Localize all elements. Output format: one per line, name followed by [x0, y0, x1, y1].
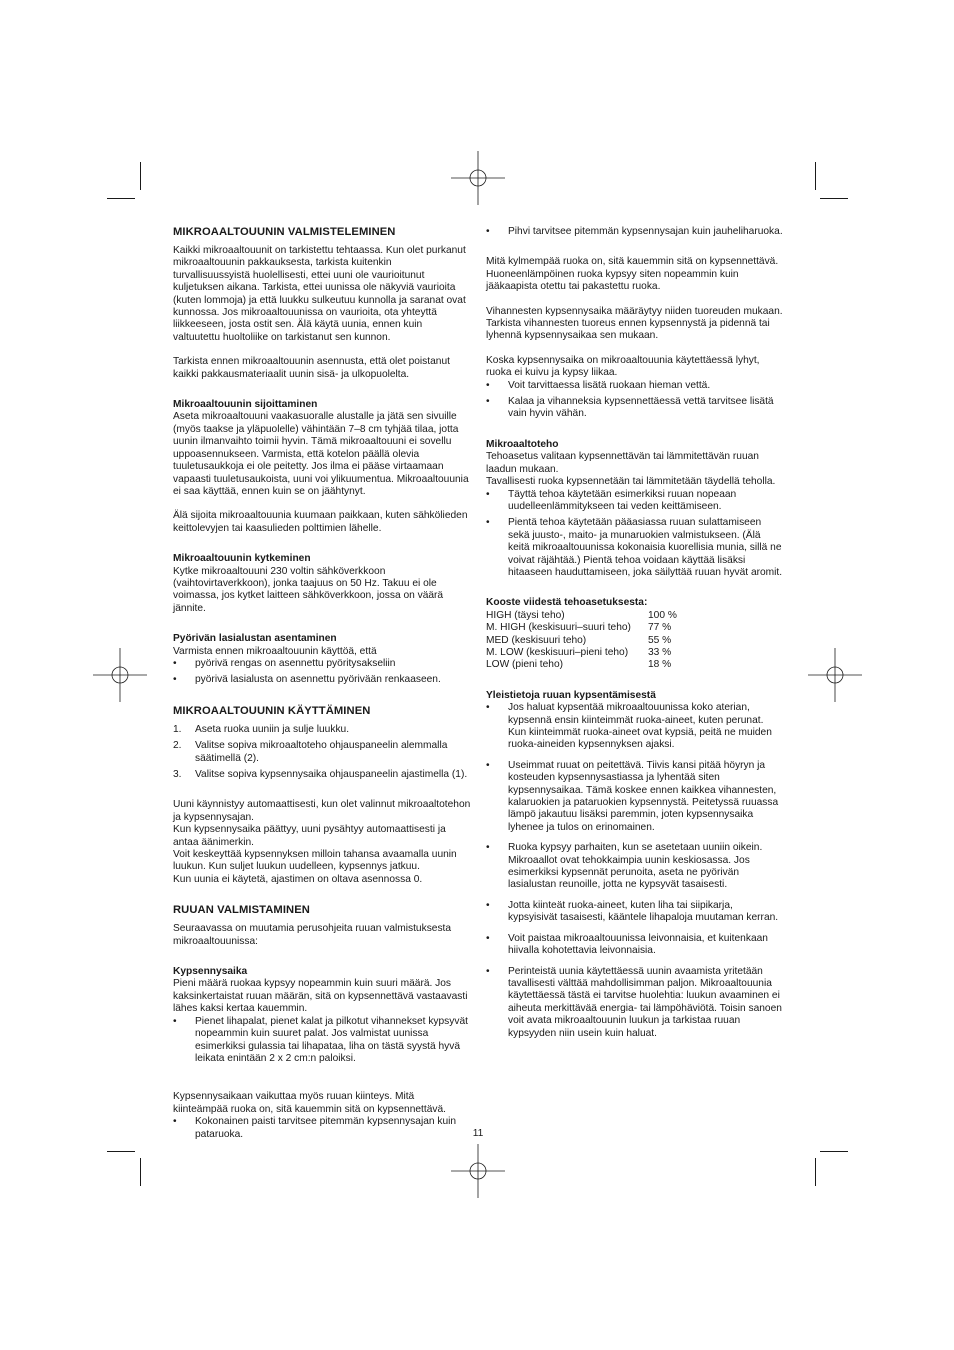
list-item: • Kalaa ja vihanneksia kypsennettäessä vettä tarvitsee lisätä vain hyvin vähän. — [486, 396, 774, 420]
bullet-icon: • — [486, 226, 490, 237]
list-item: 1. Aseta ruoka uuniin ja sulje luukku. — [173, 723, 350, 735]
bullet-icon: • — [486, 488, 490, 500]
crop-mark — [820, 1151, 848, 1152]
paragraph: Koska kypsennysaika on mikroaaltouunia käytettäessä lyhyt, ruoka ei kuivu ja kypsy liikaa. — [486, 354, 760, 379]
subheading-microwave-power: Mikroaaltoteho — [486, 438, 559, 450]
bullet-icon: • — [173, 657, 177, 669]
paragraph: Kun kypsennysaika päättyy, uuni pysähtyy automaattisesti ja antaa äänimerkin. — [173, 824, 446, 848]
time-list — [173, 1016, 471, 1066]
subheading-power-summary: Kooste viidestä tehoasetuksesta: — [486, 597, 648, 609]
power-value: 33 % — [648, 646, 672, 658]
steps-list — [173, 724, 471, 782]
bullet-icon: • — [486, 379, 490, 391]
bullet-icon: • — [173, 1015, 177, 1027]
list-item: • pyörivä rengas on asennettu pyöritysakseliin — [173, 657, 396, 669]
section-title-preparation: MIKROAALTOUUNIN VALMISTELEMINEN — [173, 226, 396, 238]
right-column — [486, 226, 784, 1044]
registration-mark-right — [808, 648, 862, 702]
bullet-icon: • — [486, 842, 490, 854]
paragraph: Älä sijoita mikroaaltouunia kuumaan paikkaan, kuten sähkölieden keittolevyjen tai kaasulieden polttimien lähelle. — [173, 510, 468, 534]
list-item: 3. Valitse sopiva kypsennysaika ohjauspaneelin ajastimella (1). — [173, 769, 468, 780]
subheading-connecting: Mikroaaltouunin kytkeminen — [173, 553, 311, 565]
registration-mark-bottom — [451, 1144, 505, 1198]
water-list — [486, 380, 784, 421]
bullet-icon: • — [486, 396, 490, 408]
section-title-usage: MIKROAALTOUUNIN KÄYTTÄMINEN — [173, 704, 371, 717]
bullet-icon: • — [173, 674, 177, 686]
power-value: 55 % — [648, 634, 672, 646]
paragraph: Uuni käynnistyy automaattisesti, kun olet valinnut mikroaaltotehon ja kypsennysajan. — [173, 799, 471, 823]
turntable-list — [173, 658, 471, 687]
power-label: LOW (pieni teho) — [486, 659, 564, 671]
crop-mark — [107, 198, 135, 199]
list-item: • Kokonainen paisti tarvitsee pitemmän kypsennysajan kuin pataruoka. — [173, 1116, 457, 1140]
section-title-cooking: RUUAN VALMISTAMINEN — [173, 904, 310, 917]
bullet-icon: • — [486, 759, 490, 771]
power-label: HIGH (täysi teho) — [486, 609, 565, 621]
power-settings-table — [486, 610, 784, 672]
subheading-general-tips: Yleistietoja ruuan kypsentämisestä — [486, 689, 656, 701]
subheading-placement: Mikroaaltouunin sijoittaminen — [173, 399, 318, 411]
registration-mark-left — [93, 648, 147, 702]
list-item: • Voit paistaa mikroaaltouunissa leivonnaisia, et kuitenkaan hiivalla kohotettavia leivonnaisia. — [486, 932, 768, 957]
paragraph: Voit keskeyttää kypsennyksen milloin tahansa avaamalla uunin luukun. Kun suljet luukun uudelleen, kypsennys jatkuu. — [173, 849, 457, 873]
tips-list — [486, 702, 784, 1040]
paragraph: Kaikki mikroaaltouunit on tarkistettu tehtaassa. Kun olet purkanut mikroaaltouunin pakkauksesta, tarkista kuitenkin turvallisuussyistä huolellisesti, ettei uuni ole vaurioitunut kuljetuksen aikana. Tarkista, ettei uunissa ole näkyviä vaurioita (kuten lommoja) ja että luukku sulkeutuu kunnolla ja saranat ovat kunnossa. Jos mikroaaltouunissa on vaurioita, ota yhteyttä liikkeeseen, josta ostit sen. Älä käytä uunia, ennen kuin valtuutettu huoltoliike on tarkistanut sen kunnon. — [173, 245, 466, 343]
list-item: • Ruoka kypsyy parhaiten, kun se asetetaan uuniin oikein. Mikroaallot ovat tehokkaimpia uunin keskiosassa. Jos esimerkiksi kypsennät perunoita, aseta ne pyörivän lasialustan reunoille, jotta ne kypsyvät tasaisesti. — [486, 842, 763, 891]
paragraph: Varmista ennen mikroaaltouunin käyttöä, että — [173, 645, 377, 657]
paragraph: Pieni määrä ruokaa kypsyy nopeammin kuin suuri määrä. Jos kaksinkertaistat ruuan määrän, sitä on kypsennettävä vastaavasti lähes kaksi kertaa kauemmin. — [173, 978, 468, 1015]
list-item: • Voit tarvittaessa lisätä ruokaan hieman vettä. — [486, 379, 711, 391]
crop-mark — [815, 162, 816, 190]
crop-mark — [107, 1151, 135, 1152]
firmness-list — [173, 1116, 471, 1141]
power-label: M. LOW (keskisuuri–pieni teho) — [486, 646, 629, 658]
left-column — [173, 226, 471, 1145]
paragraph: Kytke mikroaaltouuni 230 voltin sähköverkkoon (vaihtovirtaverkkoon), jonka taajuus on 50 Hz. Takuu ei ole voimassa, jos kytket laitteen sähköverkkoon, jossa on väärä jännite. — [173, 565, 444, 614]
paragraph: Kun uunia ei käytetä, ajastimen on oltava asennossa 0. — [173, 873, 423, 885]
crop-mark — [820, 198, 848, 199]
list-item: • Pientä tehoa käytetään pääasiassa ruuan sulattamiseen sekä juusto-, maito- ja munaruokien valmistukseen. (Älä keitä mikroaaltouunissa kokonaisia kuorellisia munia, sillä ne voivat räjähtää.) Pientä tehoa voidaan käyttää lisäksi hitaaseen hauduttamiseen, joka säilyttää ruuan hyvät aromit. — [486, 517, 783, 578]
paragraph: Kypsennysaikaan vaikuttaa myös ruuan kiinteys. Mitä kiinteämpää ruoka on, sitä kauemmin sitä on kypsennettävä. — [173, 1091, 446, 1115]
page-number: 11 — [472, 1128, 484, 1139]
paragraph: Vihannesten kypsennysaika määräytyy niiden tuoreuden mukaan. Tarkista vihannesten tuoreus ennen kypsennystä ja pidennä tai lyhennä kypsennysaikaa sen mukaan. — [486, 305, 783, 342]
bullet-icon: • — [486, 965, 490, 977]
paragraph: Seuraavassa on muutamia perusohjeita ruuan valmistuksesta mikroaaltouunissa: — [173, 923, 452, 947]
list-item: • Useimmat ruuat on peitettävä. Tiivis kansi pitää höyryn ja kosteuden kypsennysastiassa ja lyhentää siten kypsennysaikaa. Tämä koskee ennen kaikkea vihannesten, kalaruokien ja pataruokien kypsennystä. Peitetyssä ruuassa lämpö jakautuu lisäksi paremmin, joten kypsennysaika lyhenee ja tulos on erinomainen. — [486, 759, 779, 833]
power-value: 100 % — [648, 609, 677, 621]
list-item: • Pihvi tarvitsee pitemmän kypsennysajan kuin jauheliharuoka. — [486, 226, 783, 237]
paragraph: Mitä kylmempää ruoka on, sitä kauemmin sitä on kypsennettävä. Huoneenlämpöinen ruoka kypsyy siten nopeammin kuin jääkaapista otettu tai pakastettu ruoka. — [486, 256, 779, 293]
bullet-icon: • — [173, 1116, 177, 1128]
paragraph: Tavallisesti ruoka kypsennetään tai lämmitetään täydellä teholla. — [486, 476, 776, 488]
paragraph: Aseta mikroaaltouuni vaakasuoralle alustalle ja jätä sen sivuille (myös taakse ja yläpuolelle) vähintään 7–8 cm tyhjää tilaa, jotta uunin ilmanvaihto toimii hyvin. Tämä mikroaaltouuni ei sovellu uppoasennukseen. Varmista, että kotelon päällä olevia tuuletusaukkoja ei ole peitetty. Jos ilma ei pääse virtaamaan vapaasti tuuletusaukoista, uuni voi ylikuumentua. Mikroaaltouunia ei saa käyttää, ennen kuin se on jäähtynyt. — [173, 411, 469, 497]
power-value: 77 % — [648, 622, 672, 634]
list-item: • Jotta kiinteät ruoka-aineet, kuten liha tai siipikarja, kypsyisivät tasaisesti, kääntele lihapaloja muutaman kerran. — [486, 899, 779, 924]
steak-list — [486, 226, 784, 238]
power-label: MED (keskisuuri teho) — [486, 634, 587, 646]
paragraph: Tehoasetus valitaan kypsennettävän tai lämmitettävän ruuan laadun mukaan. — [486, 451, 759, 475]
list-item: • Jos haluat kypsentää mikroaaltouunissa koko aterian, kypsennä ensin kiinteimmät ruoka-aineet, kuten perunat. Kun kiinteimmät ruoka-aineet ovat kypsiä, peitä ne muiden ruoka-aineiden kypsennyksen ajaksi. — [486, 702, 772, 751]
crop-mark — [140, 1158, 141, 1186]
bullet-icon: • — [486, 899, 490, 911]
list-item: • Täyttä tehoa käytetään esimerkiksi ruuan nopeaan uudelleenlämmitykseen tai veden keittämiseen. — [486, 488, 737, 512]
list-item: • pyörivä lasialusta on asennettu pyörivään renkaaseen. — [173, 674, 441, 686]
list-item: • Pienet lihapalat, pienet kalat ja pilkotut vihannekset kypsyvät nopeammin kuin suuret palat. Jos valmistat uunissa esimerkiksi gulassia tai lihapataa, liha on tästä syystä hyvä leikata enintään 2 x 2 cm:n paloiksi. — [173, 1015, 468, 1064]
paragraph: Tarkista ennen mikroaaltouunin asennusta, että olet poistanut kaikki pakkausmateriaalit uunin sisä- ja ulkopuolelta. — [173, 356, 450, 380]
power-list — [486, 489, 784, 580]
power-label: M. HIGH (keskisuuri–suuri teho) — [486, 622, 631, 634]
subheading-turntable: Pyörivän lasialustan asentaminen — [173, 633, 337, 645]
crop-mark — [140, 162, 141, 190]
bullet-icon: • — [486, 932, 490, 944]
power-value: 18 % — [648, 659, 672, 671]
list-item: 2. Valitse sopiva mikroaaltoteho ohjauspaneelin alemmalla säätimellä (2). — [173, 740, 448, 764]
list-item: • Perinteistä uunia käytettäessä uunin avaamista yritetään tavallisesti välttää mahdollisimman paljon. Mikroaaltouunia käytettäessä tästä ei tarvitse huolehtia: luukun avaaminen ei aiheuta merkittävää energia- tai lämpöhäviötä. Toisin sanoen voit avata mikroaaltouunin luukun ja tarkistaa ruuan kypsyyden niin usein kuin haluat. — [486, 965, 782, 1039]
bullet-icon: • — [486, 702, 490, 714]
bullet-icon: • — [486, 517, 490, 529]
subheading-cooking-time: Kypsennysaika — [173, 966, 248, 978]
crop-mark — [815, 1158, 816, 1186]
registration-mark-top — [451, 151, 505, 205]
